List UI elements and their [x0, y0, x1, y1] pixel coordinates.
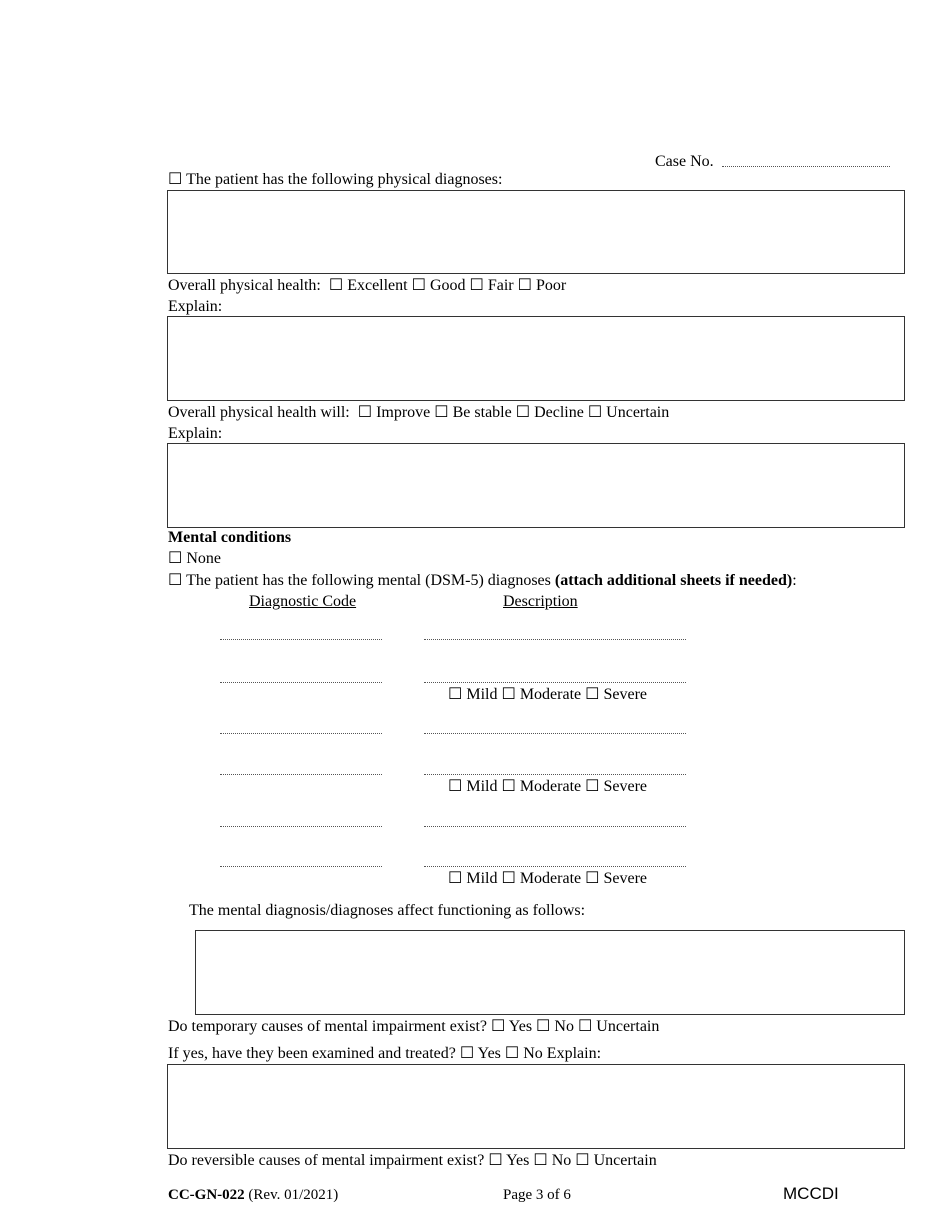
- moderate-checkbox[interactable]: ☐: [501, 686, 516, 703]
- form-revision: (Rev. 01/2021): [248, 1187, 339, 1203]
- mental-diagnoses-row: [168, 572, 797, 590]
- good-label: Good: [429, 277, 466, 294]
- diagnostic-code-field[interactable]: [220, 774, 382, 775]
- mental-none-label: None: [186, 550, 221, 567]
- mild-label: Mild: [466, 870, 498, 887]
- severity-row: [448, 778, 647, 796]
- good-checkbox[interactable]: ☐: [411, 277, 426, 294]
- mild-label: Mild: [466, 686, 498, 703]
- physical-outlook-explain-textbox[interactable]: [167, 443, 905, 528]
- be-stable-label: Be stable: [452, 404, 512, 421]
- temporary-uncertain-label: Uncertain: [596, 1018, 660, 1035]
- temporary-yes-checkbox[interactable]: ☐: [491, 1018, 506, 1035]
- examined-treated-row: [168, 1045, 601, 1063]
- physical-health-outlook-label: Overall physical health will:: [168, 404, 350, 421]
- excellent-label: Excellent: [347, 277, 408, 294]
- reversible-uncertain-checkbox[interactable]: ☐: [575, 1152, 590, 1169]
- temporary-causes-label: Do temporary causes of mental impairment exist?: [168, 1018, 488, 1035]
- description-field[interactable]: [424, 774, 686, 775]
- explain-label-2: Explain:: [168, 425, 223, 442]
- description-header-text: Description: [503, 593, 578, 610]
- temporary-no-checkbox[interactable]: ☐: [536, 1018, 551, 1035]
- page-number: Page 3 of 6: [503, 1187, 571, 1203]
- physical-health-outlook-row: [168, 404, 669, 422]
- fair-checkbox[interactable]: ☐: [469, 277, 484, 294]
- decline-checkbox[interactable]: ☐: [515, 404, 531, 421]
- mental-diagnoses-checkbox[interactable]: ☐: [168, 572, 183, 589]
- severe-label: Severe: [603, 686, 647, 703]
- case-number-field[interactable]: [722, 166, 890, 167]
- examined-explain-label: Explain:: [546, 1045, 602, 1062]
- reversible-no-label: No: [551, 1152, 572, 1169]
- uncertain-outlook-checkbox[interactable]: ☐: [587, 404, 603, 421]
- severity-row: [448, 870, 647, 888]
- moderate-checkbox[interactable]: ☐: [501, 870, 516, 887]
- mental-none-checkbox[interactable]: ☐: [168, 550, 183, 567]
- mental-diagnoses-label: The patient has the following mental (DSM-5) diagnoses: [186, 572, 551, 589]
- mild-checkbox[interactable]: ☐: [448, 686, 463, 703]
- reversible-no-checkbox[interactable]: ☐: [533, 1152, 548, 1169]
- case-number-label: Case No.: [655, 153, 714, 170]
- excellent-checkbox[interactable]: ☐: [328, 277, 344, 294]
- diagnostic-code-field[interactable]: [220, 826, 382, 827]
- reversible-yes-label: Yes: [506, 1152, 530, 1169]
- diagnostic-code-field[interactable]: [220, 733, 382, 734]
- attach-sheets-note: (attach additional sheets if needed): [554, 572, 793, 589]
- temporary-no-label: No: [554, 1018, 574, 1035]
- reversible-causes-row: [168, 1152, 657, 1170]
- examined-yes-checkbox[interactable]: ☐: [459, 1045, 475, 1062]
- form-id-code: CC-GN-022: [168, 1187, 245, 1203]
- physical-diagnoses-checkbox[interactable]: ☐: [168, 171, 183, 188]
- mental-diagnoses-colon: :: [792, 572, 797, 589]
- reversible-causes-label: Do reversible causes of mental impairment exist?: [168, 1152, 485, 1169]
- diagnostic-code-field[interactable]: [220, 682, 382, 683]
- poor-label: Poor: [535, 277, 567, 294]
- mental-conditions-heading: Mental conditions: [168, 529, 292, 546]
- description-header: [503, 593, 578, 611]
- examined-treated-label: If yes, have they been examined and treated?: [168, 1045, 456, 1062]
- examined-explain-textbox[interactable]: [167, 1064, 905, 1149]
- moderate-checkbox[interactable]: ☐: [501, 778, 516, 795]
- temporary-causes-row: [168, 1018, 659, 1036]
- poor-checkbox[interactable]: ☐: [517, 277, 532, 294]
- physical-diagnoses-label: The patient has the following physical diagnoses:: [186, 171, 503, 188]
- explain-label-1: Explain:: [168, 298, 223, 315]
- decline-label: Decline: [534, 404, 584, 421]
- form-id: [168, 1186, 338, 1204]
- diagnostic-code-header: [249, 593, 356, 611]
- moderate-label: Moderate: [519, 778, 582, 795]
- description-field[interactable]: [424, 639, 686, 640]
- improve-checkbox[interactable]: ☐: [357, 404, 373, 421]
- physical-diagnoses-row: [168, 171, 502, 189]
- severe-checkbox[interactable]: ☐: [585, 870, 600, 887]
- mental-none-row: [168, 550, 221, 568]
- description-field[interactable]: [424, 682, 686, 683]
- reversible-uncertain-label: Uncertain: [593, 1152, 657, 1169]
- overall-physical-health-row: [168, 277, 566, 295]
- temporary-uncertain-checkbox[interactable]: ☐: [577, 1018, 593, 1035]
- physical-health-explain-textbox[interactable]: [167, 316, 905, 401]
- overall-physical-health-label: Overall physical health:: [168, 277, 321, 294]
- severe-checkbox[interactable]: ☐: [585, 778, 600, 795]
- description-field[interactable]: [424, 826, 686, 827]
- severity-row: [448, 686, 647, 704]
- mild-label: Mild: [466, 778, 498, 795]
- examined-yes-label: Yes: [477, 1045, 501, 1062]
- temporary-yes-label: Yes: [508, 1018, 533, 1035]
- improve-label: Improve: [376, 404, 431, 421]
- reversible-yes-checkbox[interactable]: ☐: [488, 1152, 503, 1169]
- examined-no-label: No: [523, 1045, 543, 1062]
- mild-checkbox[interactable]: ☐: [448, 870, 463, 887]
- moderate-label: Moderate: [519, 686, 582, 703]
- severe-label: Severe: [603, 870, 647, 887]
- description-field[interactable]: [424, 866, 686, 867]
- functioning-label: The mental diagnosis/diagnoses affect functioning as follows:: [189, 902, 586, 919]
- description-field[interactable]: [424, 733, 686, 734]
- moderate-label: Moderate: [519, 870, 582, 887]
- examined-no-checkbox[interactable]: ☐: [504, 1045, 520, 1062]
- functioning-textbox[interactable]: [195, 930, 905, 1015]
- physical-diagnoses-textbox[interactable]: [167, 190, 905, 274]
- diagnostic-code-field[interactable]: [220, 639, 382, 640]
- severe-label: Severe: [603, 778, 647, 795]
- form-code: MCCDI: [783, 1184, 839, 1203]
- severe-checkbox[interactable]: ☐: [585, 686, 600, 703]
- uncertain-outlook-label: Uncertain: [606, 404, 670, 421]
- be-stable-checkbox[interactable]: ☐: [434, 404, 449, 421]
- fair-label: Fair: [487, 277, 514, 294]
- diagnostic-code-field[interactable]: [220, 866, 382, 867]
- mild-checkbox[interactable]: ☐: [448, 778, 463, 795]
- diagnostic-code-header-text: Diagnostic Code: [249, 593, 357, 610]
